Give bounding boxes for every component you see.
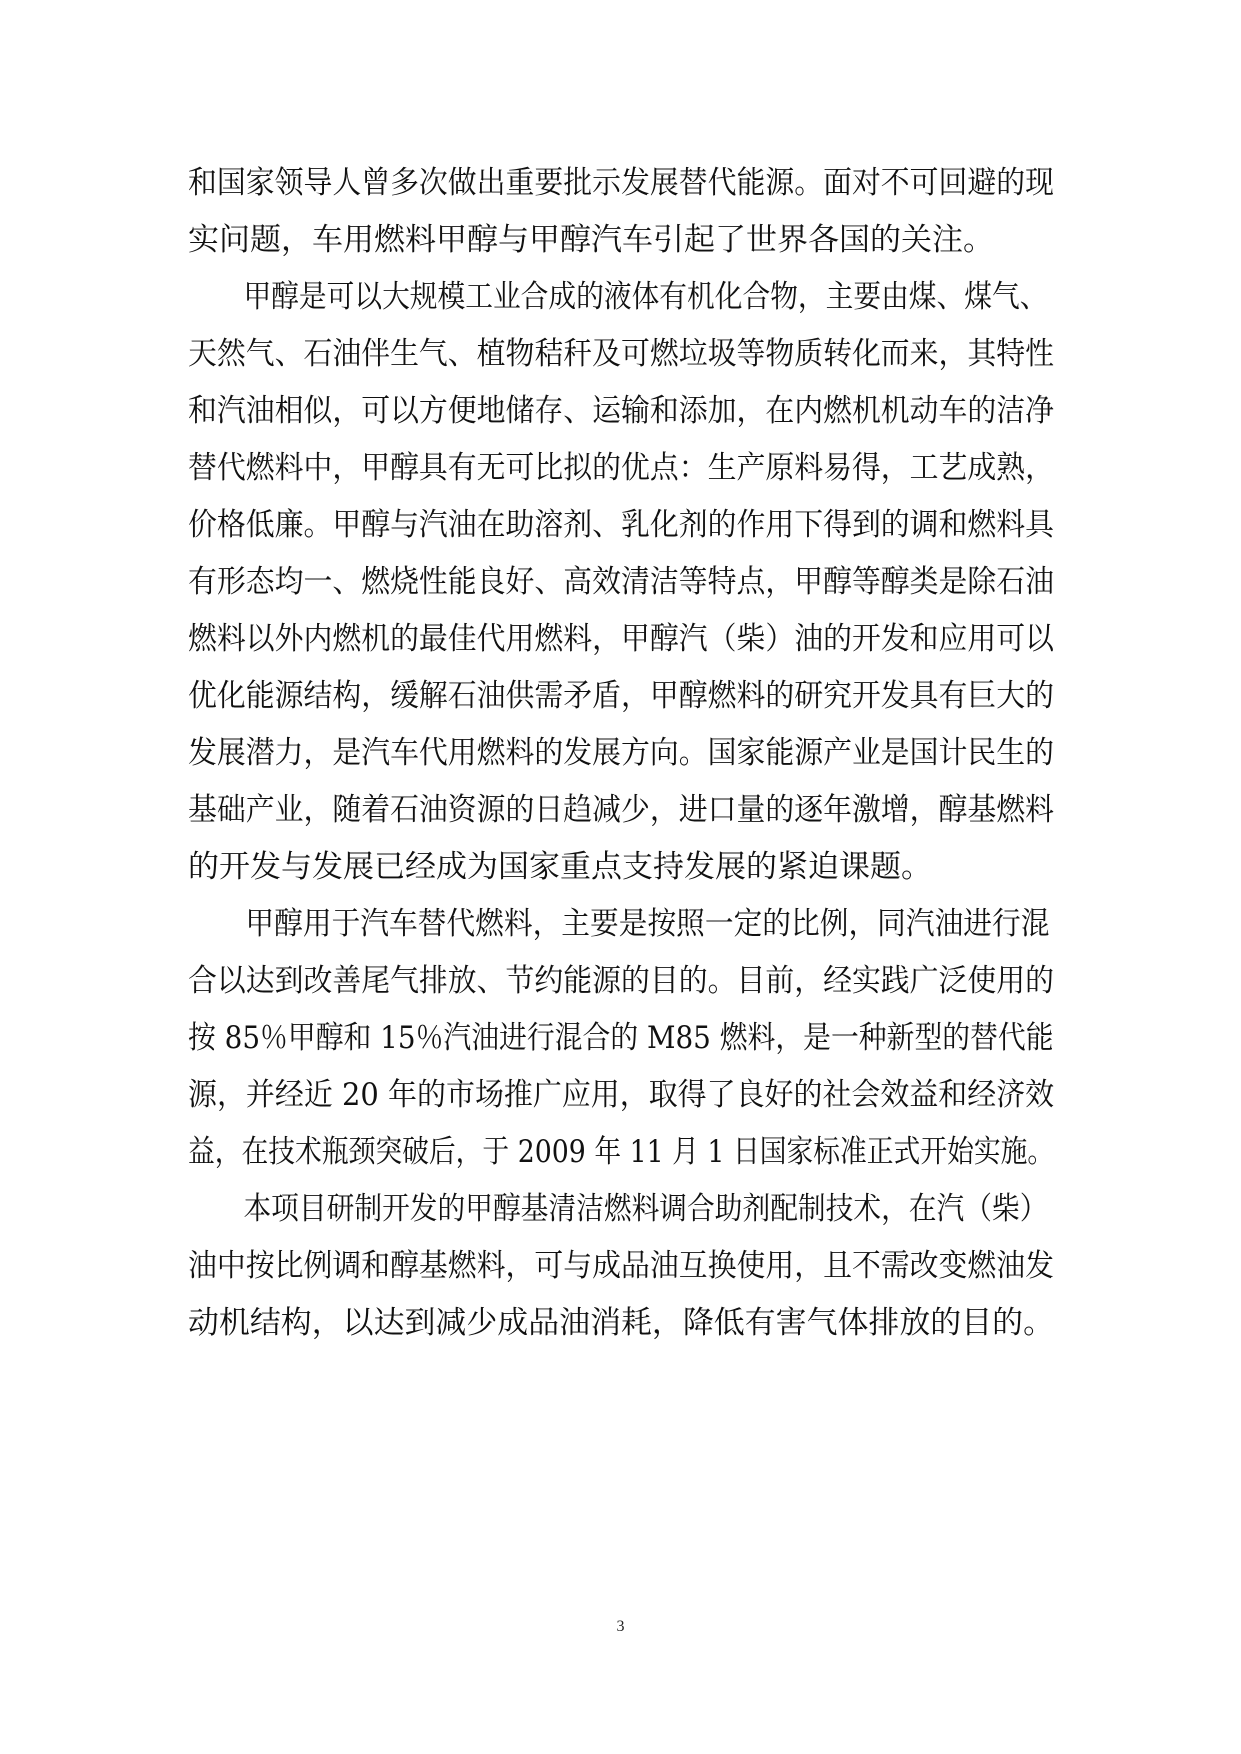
text-line: 源，并经近 20 年的市场推广应用，取得了良好的社会效益和经济效 xyxy=(188,1077,1055,1113)
text-line: 动机结构，以达到减少成品油消耗，降低有害气体排放的目的。 xyxy=(188,1305,1055,1341)
paragraph-2 xyxy=(188,269,1054,896)
text-line: 价格低廉。甲醇与汽油在助溶剂、乳化剂的作用下得到的调和燃料具 xyxy=(188,507,1055,543)
text-line: 甲醇用于汽车替代燃料，主要是按照一定的比例，同汽油进行混 xyxy=(245,906,1050,942)
text-line: 和汽油相似，可以方便地储存、运输和添加，在内燃机机动车的洁净 xyxy=(188,393,1055,429)
text-line: 甲醇是可以大规模工业合成的液体有机化合物，主要由煤、煤气、 xyxy=(243,279,1048,315)
paragraph-1 xyxy=(188,155,1054,269)
text-line: 燃料以外内燃机的最佳代用燃料，甲醇汽（柴）油的开发和应用可以 xyxy=(188,621,1055,657)
text-line: 替代燃料中，甲醇具有无可比拟的优点：生产原料易得，工艺成熟， xyxy=(188,450,1055,486)
text-line: 的开发与发展已经成为国家重点支持发展的紧迫课题。 xyxy=(188,849,932,885)
text-line: 基础产业，随着石油资源的日趋减少，进口量的逐年激增，醇基燃料 xyxy=(188,792,1055,828)
text-line: 发展潜力，是汽车代用燃料的发展方向。国家能源产业是国计民生的 xyxy=(188,735,1055,771)
text-line: 按 85％甲醇和 15％汽油进行混合的 M85 燃料，是一种新型的替代能 xyxy=(188,1020,1054,1056)
text-line: 油中按比例调和醇基燃料，可与成品油互换使用，且不需改变燃油发 xyxy=(188,1248,1055,1284)
text-line: 益，在技术瓶颈突破后，于 2009 年 11 月 1 日国家标准正式开始实施。 xyxy=(188,1134,1055,1170)
text-line: 有形态均一、燃烧性能良好、高效清洁等特点，甲醇等醇类是除石油 xyxy=(188,564,1055,600)
text-line: 合以达到改善尾气排放、节约能源的目的。目前，经实践广泛使用的 xyxy=(188,963,1055,999)
page-number: 3 xyxy=(616,1618,625,1635)
document-body xyxy=(188,155,1054,1352)
text-line: 和国家领导人曾多次做出重要批示发展替代能源。面对不可回避的现 xyxy=(188,165,1055,201)
text-line: 本项目研制开发的甲醇基清洁燃料调合助剂配制技术，在汽（柴） xyxy=(243,1191,1048,1227)
text-line: 天然气、石油伴生气、植物秸秆及可燃垃圾等物质转化而来，其特性 xyxy=(188,336,1055,372)
text-line: 优化能源结构，缓解石油供需矛盾，甲醇燃料的研究开发具有巨大的 xyxy=(188,678,1055,714)
text-line: 实问题，车用燃料甲醇与甲醇汽车引起了世界各国的关注。 xyxy=(188,222,994,258)
paragraph-4 xyxy=(188,1181,1054,1352)
paragraph-3 xyxy=(188,896,1054,1181)
